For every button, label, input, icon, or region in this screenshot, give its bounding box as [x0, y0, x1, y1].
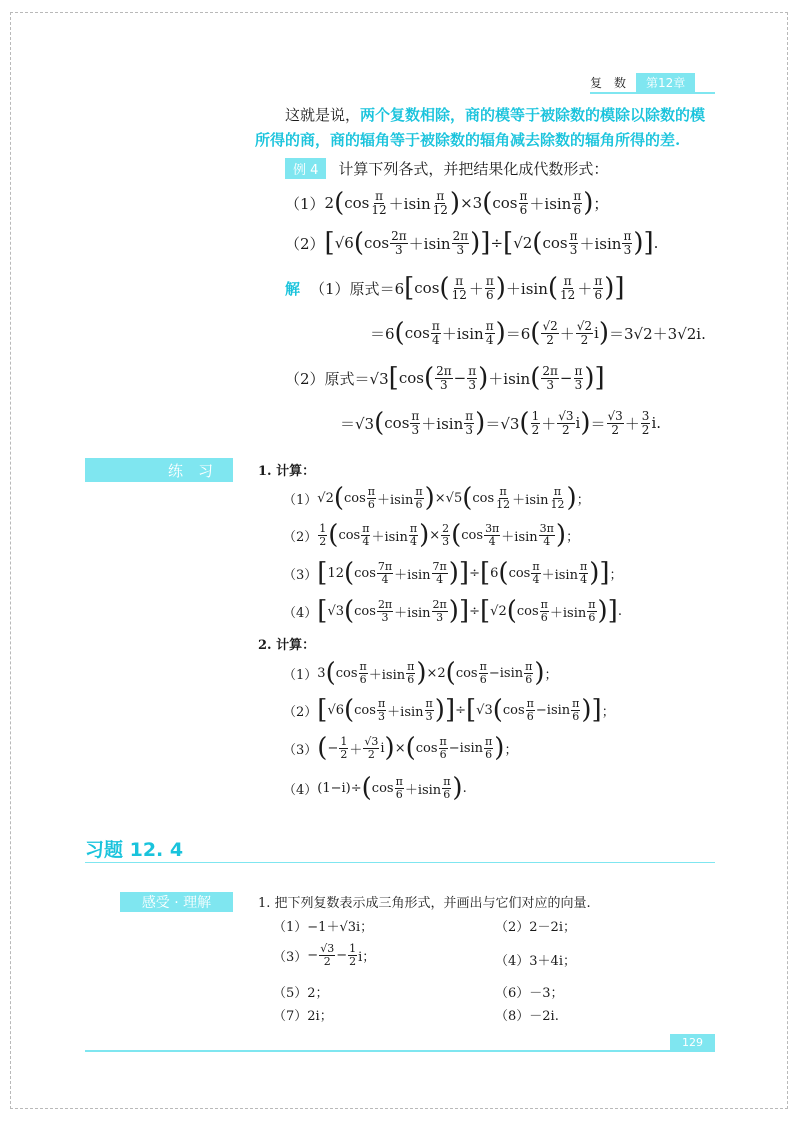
header-rule [590, 92, 715, 94]
exercise-item-6: （6）－3； [495, 986, 564, 1001]
solution-tag: 解 [285, 279, 301, 298]
solution-1-line-1: 解 （1）原式 ＝6 [ cos ( $\frac{\pi}{12}$ ＋ $\frac{\pi}{6}$ ) ＋isin ( $\frac{\pi}{12}$ ＋ $\frac{\pi}{6}$ ) ] [285, 273, 625, 304]
practice-q1-item-1: （1） √2 ( cos $\frac{\pi}{6}$ ＋isin $\frac{\pi}{6}$ ) ×√5 ( cos $\frac{\pi}{12}$ ＋isin $\frac{\pi}{12}$ ) ； [283, 483, 590, 513]
section-label-bar [120, 892, 233, 912]
exercise-rule [85, 862, 715, 863]
practice-label: 练 习 [167, 461, 213, 480]
exercise-q1: 1. 把下列复数表示成三角形式，并画出与它们对应的向量. [258, 896, 591, 911]
footer-rule [85, 1050, 715, 1052]
exercise-item-8: （8）－2i. [495, 1009, 559, 1024]
chapter-label: 第12章 [636, 73, 695, 92]
practice-q1-item-2: （2） $\frac{1}{2}$ ( cos $\frac{\pi}{4}$ ＋isin $\frac{\pi}{4}$ ) × $\frac{2}{3}$ ( cos $\frac{3\pi}{4}$ ＋isin $\frac{3\pi}{4}$ ) ； [283, 520, 580, 550]
section-label: 感受 · 理解 [141, 895, 212, 911]
example-tag: 例 4 [285, 158, 326, 179]
page-number: 129 [682, 1035, 703, 1049]
exercise-item-1: （1） −1＋√3i； [273, 920, 374, 935]
intro-paragraph [255, 103, 725, 153]
practice-q2-item-4: （4） (1−i)÷ ( cos $\frac{\pi}{6}$ ＋isin $\frac{\pi}{6}$ ) . [283, 773, 467, 803]
solution-1-line-2: ＝6 ( cos $\frac{\pi}{4}$ ＋isin $\frac{\pi}{4}$ ) ＝6 ( $\frac{√2}{2}$ ＋ $\frac{√2}{2}$ i ) ＝3√2＋3√2i. [370, 318, 706, 349]
running-header [590, 73, 695, 91]
exercise-title: 习题 12. 4 [85, 839, 184, 861]
practice-label-bar [85, 458, 233, 482]
intro-highlight-2: 所得的商，商的辐角等于被除数的辐角减去除数的辐角所得的差. [255, 131, 681, 149]
exercise-item-2: （2）2－2i； [495, 920, 576, 935]
exercise-item-3: （3） − $\frac{√3}{2}$ − $\frac{1}{2}$ i； [273, 942, 376, 968]
page-number-box [670, 1034, 715, 1050]
example-item-1: （1） 2 ( cos $\frac{\pi}{12}$ ＋isin $\frac{\pi}{12}$ ) ×3 ( cos $\frac{\pi}{6}$ ＋isin $\frac{\pi}{6}$ ) ； [285, 188, 609, 219]
chapter-title: 复 数 [590, 75, 627, 90]
example-item-2: （2） [ √6 ( cos $\frac{2\pi}{3}$ ＋isin $\frac{2\pi}{3}$ ) ] ÷ [ √2 ( cos $\frac{\pi}{3}$ ＋isin $\frac{\pi}{3}$ ) ] . [285, 228, 659, 259]
exercise-item-5: （5）2； [273, 986, 329, 1001]
practice-q2-title: 2. 计算： [258, 638, 316, 653]
exercise-item-7: （7）2i； [273, 1009, 333, 1024]
practice-q2-item-3: （3） ( − $\frac{1}{2}$ ＋ $\frac{√3}{2}$ i ) × ( cos $\frac{\pi}{6}$ −isin $\frac{\pi}{6}$ ) ； [283, 733, 518, 763]
example-prompt: 计算下列各式，并把结果化成代数形式： [338, 160, 609, 178]
example-heading [285, 158, 608, 179]
practice-q1-item-3: （3） [ 12 ( cos $\frac{7\pi}{4}$ ＋isin $\frac{7\pi}{4}$ ) ] ÷ [ 6 ( cos $\frac{\pi}{4}$ ＋isin $\frac{\pi}{4}$ ) ] ； [283, 558, 623, 588]
practice-q2-item-2: （2） [ √6 ( cos $\frac{\pi}{3}$ ＋isin $\frac{\pi}{3}$ ) ] ÷ [ √3 ( cos $\frac{\pi}{6}$ −isin $\frac{\pi}{6}$ ) ] ； [283, 695, 615, 725]
intro-highlight-1: 两个复数相除，商的模等于被除数的模除以除数的模 [360, 106, 706, 124]
solution-2-line-2: ＝√3 ( cos $\frac{\pi}{3}$ ＋isin $\frac{\pi}{3}$ ) ＝√3 ( $\frac{1}{2}$ ＋ $\frac{√3}{2}$ i ) ＝ $\frac{√3}{2}$ ＋ $\frac{3}{2}$ i. [340, 408, 662, 439]
practice-q1-item-4: （4） [ √3 ( cos $\frac{2\pi}{3}$ ＋isin $\frac{2\pi}{3}$ ) ] ÷ [ √2 ( cos $\frac{\pi}{6}$ ＋isin $\frac{\pi}{6}$ ) ] . [283, 596, 622, 626]
practice-q1-title: 1. 计算： [258, 464, 316, 479]
solution-2-line-1: （2）原式 ＝√3 [ cos ( $\frac{2\pi}{3}$ − $\frac{\pi}{3}$ ) ＋isin ( $\frac{2\pi}{3}$ − $\frac{\pi}{3}$ ) ] [285, 363, 605, 394]
intro-prefix: 这就是说， [285, 106, 361, 124]
practice-q2-item-1: （1） 3 ( cos $\frac{\pi}{6}$ ＋isin $\frac{\pi}{6}$ ) ×2 ( cos $\frac{\pi}{6}$ −isin $\frac{\pi}{6}$ ) ； [283, 658, 558, 688]
exercise-item-4: （4）3＋4i； [495, 954, 576, 969]
